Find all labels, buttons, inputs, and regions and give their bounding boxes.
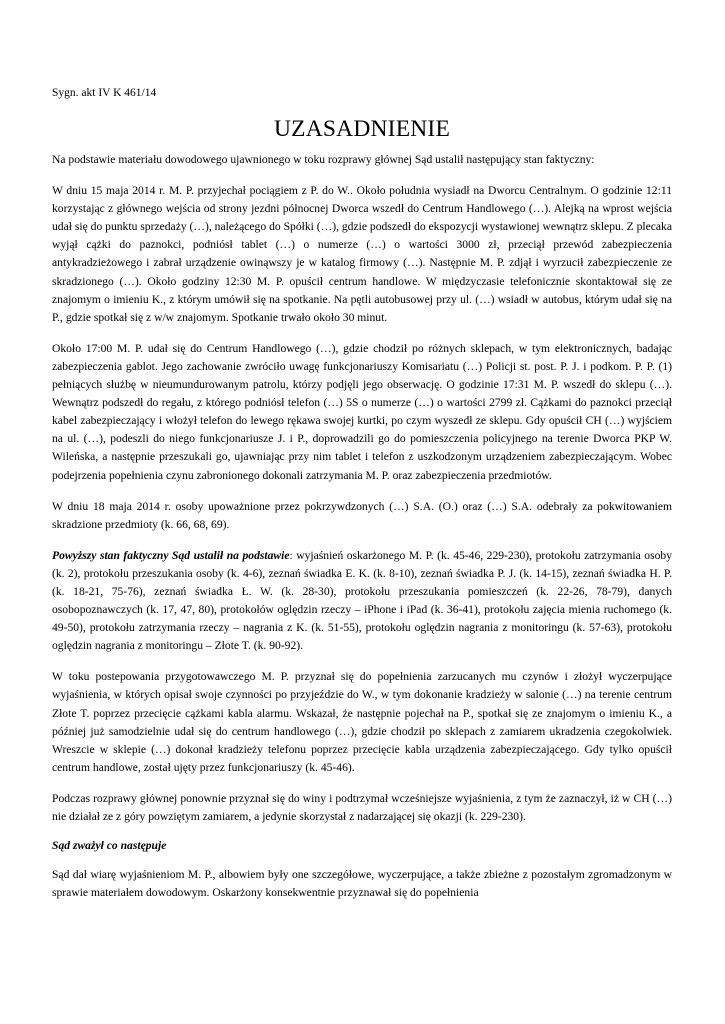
facts-paragraph-3: W dniu 18 maja 2014 r. osoby upoważnione przez pokrzywdzonych (…) S.A. (O.) oraz (…) S.A. odebrały za pokwitowaniem skradzione przedmioty (k. 66, 68, 69).	[52, 499, 672, 531]
evidence-text: : wyjaśnień oskarżonego M. P. (k. 45-46, 229-230), protokołu zatrzymania osoby (k. 2), protokołu przeszukania osoby (k. 4-6), zeznań świadka E. K. (k. 8-10), zeznań świadka P. J. (k. 14-15), zeznań świadka H. P. (k. 18-21, 75-76), zeznań świadka Ł. W. (k. 28-30), protokołu przeszukania pomieszczeń (k. 22-26, 78-79), danych osobopoznawczych (k. 17, 47, 80), protokołów oględzin rzeczy – iPhone i iPad (k. 36-41), protokołu zajęcia mienia ruchomego (k. 49-50), protokołu zatrzymania rzeczy – nagrania z K. (k. 51-55), protokołu oględzin nagrania z monitoringu (k. 57-63), protokołu oględzin nagrania z monitoringu – Złote T. (k. 90-92).	[52, 548, 673, 653]
evidence-lead: Powyższy stan faktyczny Sąd ustalił na podstawie	[52, 548, 290, 562]
facts-paragraph-1: W dniu 15 maja 2014 r. M. P. przyjechał pociągiem z P. do W.. Około południa wysiadł na Dworcu Centralnym. O godzinie 12:11 korzystając z głównego wejścia od strony jezdni północnej Dworca wszedł do Centrum Handlowego (…). Alejką na wprost wejścia udał się do punktu sprzedaży (…), należącego do Spółki (…), gdzie podszedł do ekspozycji wystawionej wewnątrz sklepu. Z plecaka wyjął cążki do paznokci, podniósł tablet (…) o numerze (…) o wartości 3000 zł, przeciął przewód zabezpieczenia antykradzieżowego i zabrał urządzenie owinąwszy je w katalog firmowy (…). Następnie M. P. zdjął i wyrzucił zabezpieczenie ze skradzionego (…). Około godziny 12:30 M. P. opuścił centrum handlowe. W międzyczasie telefonicznie skontaktował się ze znajomym o imieniu K., z którym umówił się na spotkanie. Na pętli autobusowej przy ul. (…) wsiadł w autobus, którym udał się na P., gdzie spotkał się z w/w znajomym. Spotkanie trwało około 30 minut.	[52, 184, 672, 324]
evidence-paragraph	[52, 547, 672, 656]
explanations-paragraph: W toku postepowania przygotowawczego M. P. przyznał się do popełnienia zarzucanych mu czynów i złożył wyczerpujące wyjaśnienia, w których opisał swoje czynności po przyjeździe do W., w tym dokonanie kradzieży w salonie (…) na terenie centrum Złote T. poprzez przecięcie cążkami kabla alarmu. Wskazał, że następnie pojechał na P., spotkał się ze znajomym o imieniu K., a później już samodzielnie udał się do centrum handlowego (…), gdzie chodził po sklepach z zamiarem ukradzenia czegokolwiek. Wreszcie w sklepie (…) dokonał kradzieży telefonu poprzez przecięcie kabla urządzenia zabezpieczającego. Gdy tylko opuścił centrum handlowe, został ujęty przez funkcjonariuszy (k. 45-46).	[52, 670, 672, 774]
document-title: UZASADNIENIE	[273, 116, 450, 142]
assessment-paragraph: Sąd dał wiarę wyjaśnieniom M. P., albowiem były one szczegółowe, wyczerpujące, a także zbieżne z pozostałym zgromadzonym w sprawie materiałem dowodowym. Oskarżony konsekwentnie przyznawał się do popełnienia	[52, 868, 672, 900]
facts-paragraph-2: Około 17:00 M. P. udał się do Centrum Handlowego (…), gdzie chodził po różnych sklepach, w tym elektronicznych, badając zabezpieczenia gablot. Jego zachowanie zwróciło uwagę funkcjonariuszy Komisariatu (…) Policji st. post. P. J. i podkom. P. P. (1) pełniących służbę w nieumundurowanym patrolu, którzy podjęli jego obserwację. O godzinie 17:31 M. P. wszedł do sklepu (…). Wewnątrz podszedł do regału, z którego podniósł telefon (…) 5S o numerze (…) o wartości 2799 zł. Cążkami do paznokci przeciął kabel zabezpieczający i włożył telefon do lewego rękawa swojej kurtki, po czym wyszedł ze sklepu. Gdy opuścił CH (…) wyjściem na ul. (…), podeszli do niego funkcjonariusze J. i P., doprowadzili go do pomieszczenia policyjnego na terenie Dworca PKP W. Wileńska, a następnie przeszukali go, ujawniając przy nim tablet i telefon z uszkodzonym urządzeniem zabezpieczającym. Wobec podejrzenia popełnienia czynu zabronionego dokonali zatrzymania M. P. oraz zabezpieczenia przedmiotów.	[52, 341, 672, 482]
case-number: Sygn. akt IV K 461/14	[52, 87, 157, 99]
trial-paragraph: Podczas rozprawy głównej ponownie przyznał się do winy i podtrzymał wcześniejsze wyjaśnienia, z tym że zaznaczył, iż w CH (…) nie działał ze z góry powziętym zamiarem, a jedynie skorzystał z nadarzającej się okazji (k. 229-230).	[52, 791, 672, 823]
section-heading: Sąd zważył co następuje	[52, 839, 167, 853]
intro-paragraph: Na podstawie materiału dowodowego ujawnionego w toku rozprawy głównej Sąd ustalił następujący stan faktyczny:	[52, 153, 595, 166]
document-page	[52, 86, 672, 902]
